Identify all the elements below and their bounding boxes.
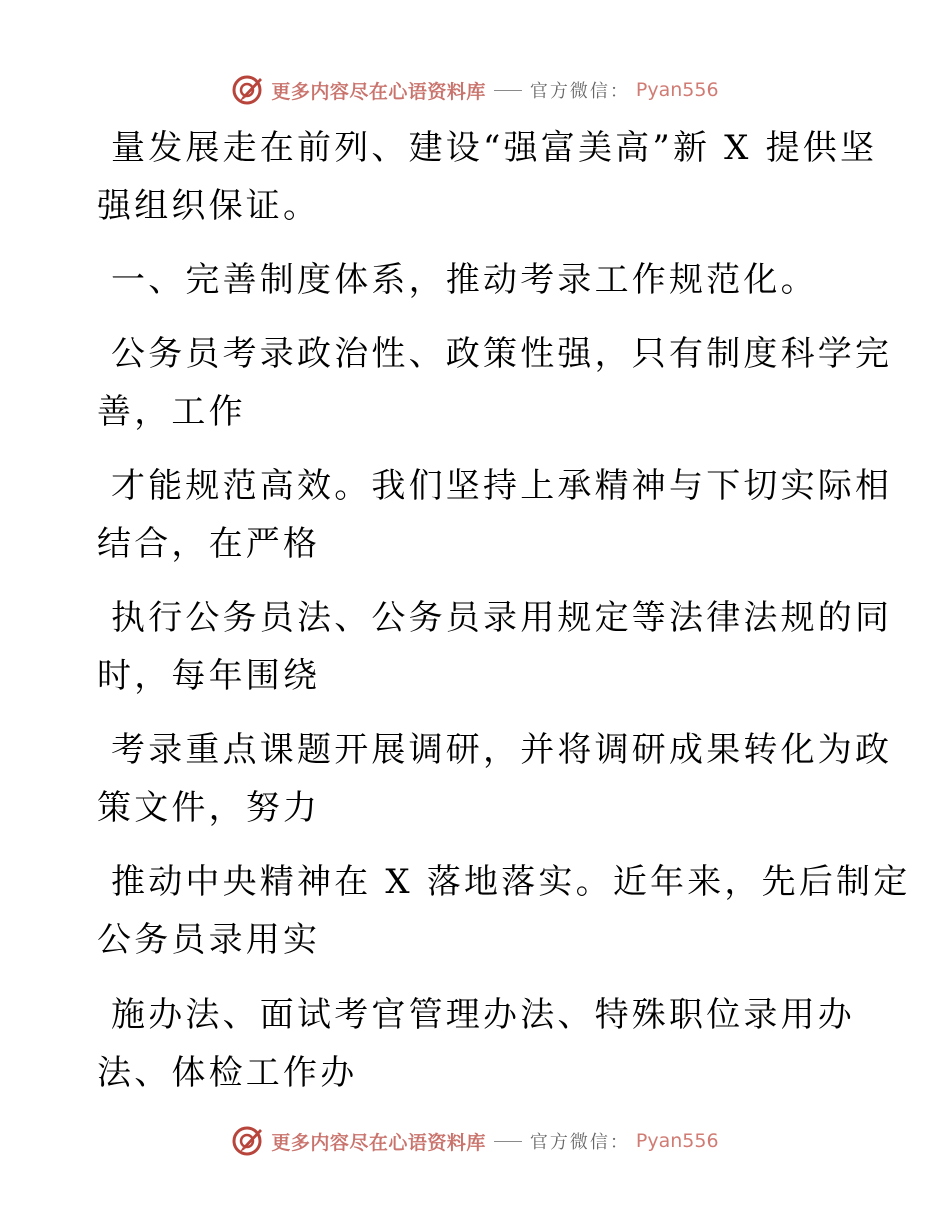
body-line: 考录重点课题开展调研，并将调研成果转化为政 xyxy=(111,730,893,770)
body-line: 才能规范高效。我们坚持上承精神与下切实际相 xyxy=(111,466,893,506)
header-watermark xyxy=(0,70,950,110)
body-line: 执行公务员法、公务员录用规定等法律法规的同 xyxy=(111,598,893,638)
section-heading: 一、完善制度体系，推动考录工作规范化。 xyxy=(111,260,818,300)
watermark-brand-text: 更多内容尽在心语资料库 xyxy=(271,1131,486,1154)
watermark-divider xyxy=(494,90,522,91)
watermark-divider xyxy=(494,1141,522,1142)
footer-watermark xyxy=(0,1121,950,1161)
body-line: 法、体检工作办 xyxy=(97,1053,358,1093)
body-line: 策文件，努力 xyxy=(97,788,321,828)
body-line: 善，工作 xyxy=(97,392,246,432)
watermark-wechat-handle: Pyan556 xyxy=(635,79,719,101)
watermark-wechat-handle: Pyan556 xyxy=(635,1130,719,1152)
watermark-brand-text: 更多内容尽在心语资料库 xyxy=(271,80,486,103)
body-line: 强组织保证。 xyxy=(97,186,321,226)
body-line: 量发展走在前列、建设“强富美高”新 X 提供坚 xyxy=(111,128,878,168)
body-line: 施办法、面试考官管理办法、特殊职位录用办 xyxy=(111,995,855,1035)
body-line: 公务员考录政治性、政策性强，只有制度科学完 xyxy=(111,334,893,374)
pen-logo-icon xyxy=(231,73,265,107)
watermark-wechat-label: 官方微信： xyxy=(529,1132,630,1153)
body-line: 公务员录用实 xyxy=(97,920,321,960)
body-line: 结合，在严格 xyxy=(97,524,321,564)
watermark-wechat-label: 官方微信： xyxy=(529,81,630,102)
pen-logo-icon xyxy=(231,1124,265,1158)
body-line: 时，每年围绕 xyxy=(97,656,321,696)
body-line: 推动中央精神在 X 落地落实。近年来，先后制定 xyxy=(111,862,911,902)
